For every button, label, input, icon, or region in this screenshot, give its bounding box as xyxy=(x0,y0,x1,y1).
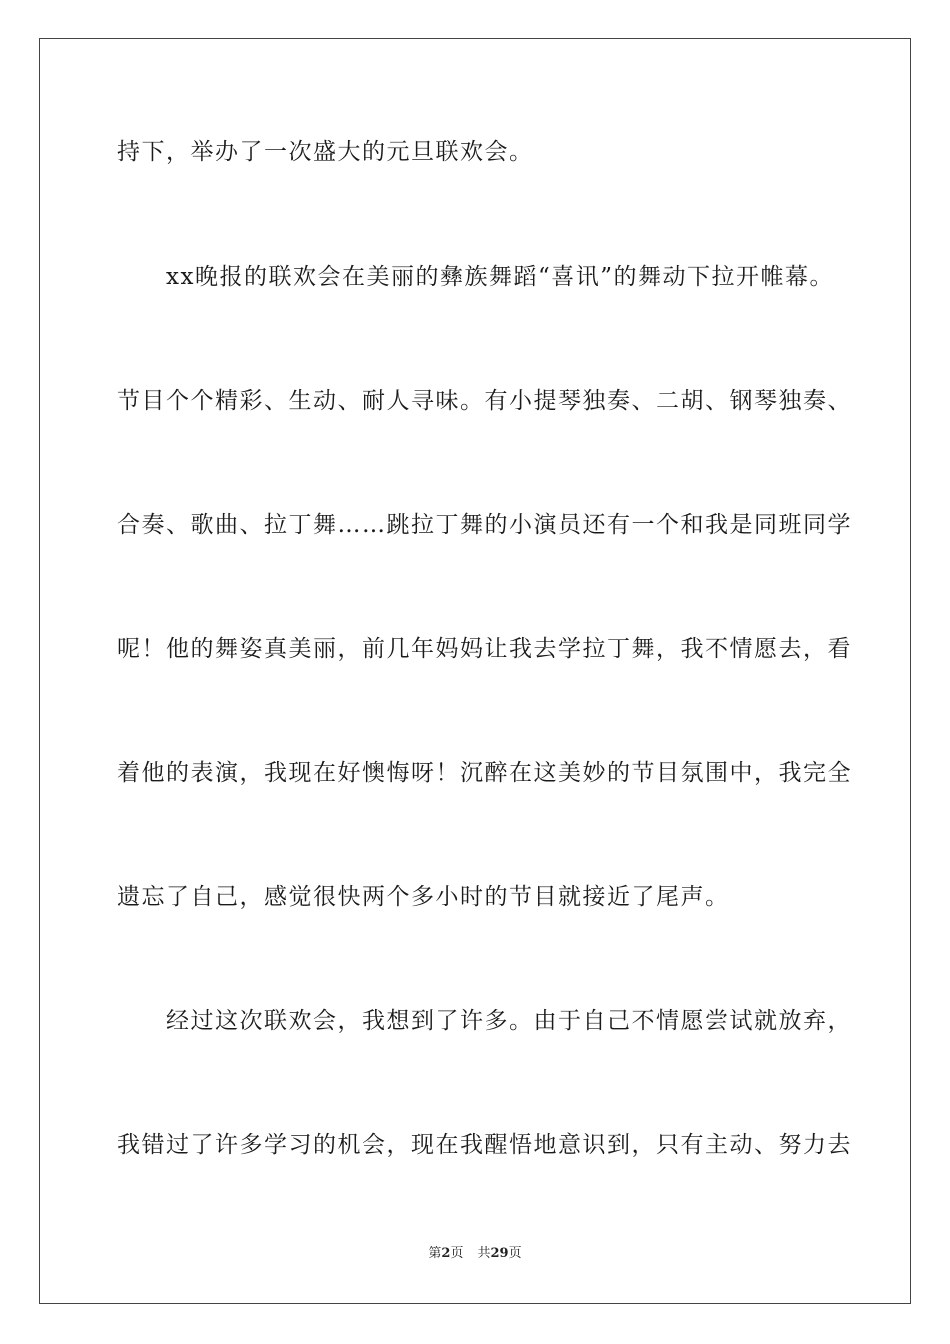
page-border xyxy=(39,38,911,1304)
body-line-5: 呢！他的舞姿真美丽，前几年妈妈让我去学拉丁舞，我不情愿去，看 xyxy=(117,636,852,662)
total-unit: 页 xyxy=(508,1246,522,1261)
page-unit: 页 xyxy=(450,1246,464,1261)
page-total: 29 xyxy=(490,1246,509,1261)
body-line-1: 持下，举办了一次盛大的元旦联欢会。 xyxy=(117,139,534,165)
body-line-9: 我错过了许多学习的机会，现在我醒悟地意识到，只有主动、努力去 xyxy=(117,1132,852,1158)
page-prefix: 第 xyxy=(428,1246,442,1261)
page-current: 2 xyxy=(441,1246,451,1261)
body-line-4: 合奏、歌曲、拉丁舞……跳拉丁舞的小演员还有一个和我是同班同学 xyxy=(117,512,852,538)
body-line-6: 着他的表演，我现在好懊悔呀！沉醉在这美妙的节目氛围中，我完全 xyxy=(117,760,852,786)
total-prefix: 共 xyxy=(477,1246,491,1261)
page-footer xyxy=(0,1245,950,1263)
body-line-7: 遗忘了自己，感觉很快两个多小时的节目就接近了尾声。 xyxy=(117,884,730,910)
body-line-8: 经过这次联欢会，我想到了许多。由于自己不情愿尝试就放弃， xyxy=(117,1008,852,1034)
body-line-3: 节目个个精彩、生动、耐人寻味。有小提琴独奏、二胡、钢琴独奏、 xyxy=(117,388,852,414)
body-line-2: xx晚报的联欢会在美丽的彝族舞蹈“喜讯”的舞动下拉开帷幕。 xyxy=(117,264,834,290)
